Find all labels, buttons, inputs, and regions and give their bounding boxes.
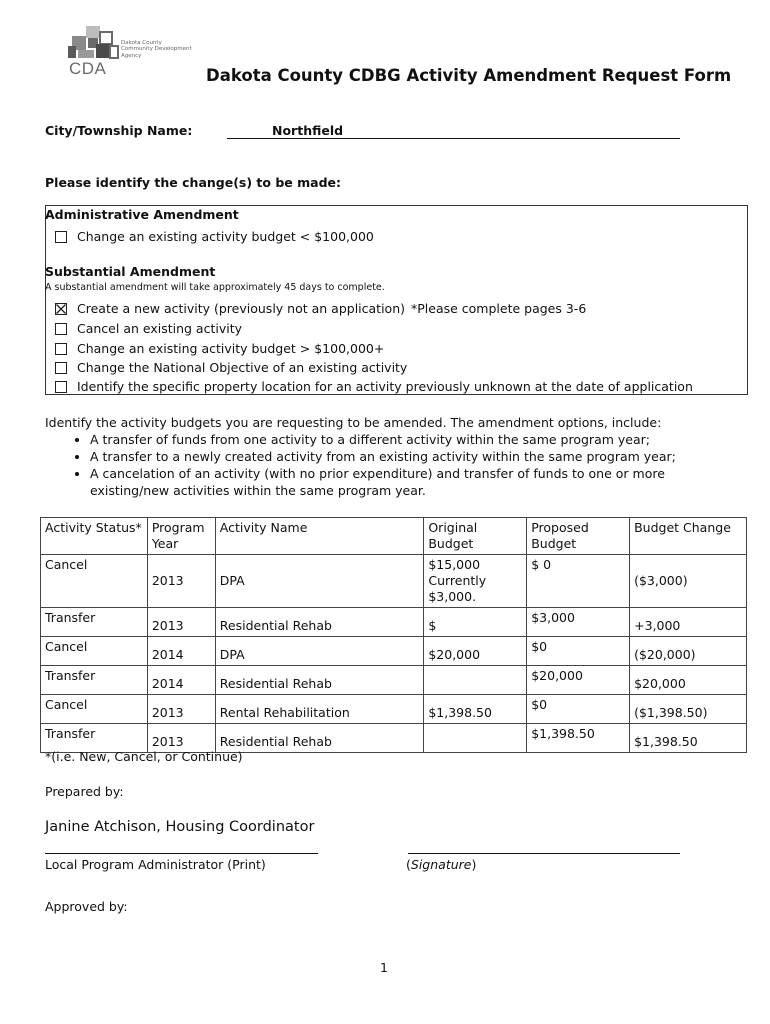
header-proposed-budget: Proposed Budget bbox=[527, 518, 630, 555]
budget-option-item: • A transfer to a newly created activity from an existing activity within the same program year; bbox=[90, 448, 745, 465]
header-budget-change: Budget Change bbox=[630, 518, 747, 555]
cell-proposed[interactable]: $0 bbox=[527, 695, 630, 724]
cell-original[interactable] bbox=[424, 724, 527, 753]
cell-status[interactable]: Transfer bbox=[41, 724, 148, 753]
header-program-year: Program Year bbox=[147, 518, 215, 555]
substantial-heading: Substantial Amendment bbox=[45, 264, 216, 279]
substantial-checkbox-objective[interactable] bbox=[55, 362, 67, 374]
budget-options-section bbox=[45, 414, 745, 499]
substantial-note: A substantial amendment will take approximately 45 days to complete. bbox=[45, 282, 385, 293]
budget-options-list bbox=[45, 431, 745, 499]
admin-checkbox-budget[interactable] bbox=[55, 231, 67, 243]
cell-change[interactable]: +3,000 bbox=[630, 608, 747, 637]
city-label: City/Township Name: bbox=[45, 123, 193, 138]
prepared-by-label: Prepared by: bbox=[45, 784, 124, 799]
print-label: Local Program Administrator (Print) bbox=[45, 857, 266, 872]
cell-proposed[interactable]: $ 0 bbox=[527, 555, 630, 608]
table-row bbox=[41, 555, 747, 608]
signature-paren-open: ( bbox=[406, 857, 411, 872]
table-row bbox=[41, 608, 747, 637]
cell-activity[interactable]: DPA bbox=[215, 637, 424, 666]
cell-year[interactable]: 2014 bbox=[147, 637, 215, 666]
table-row bbox=[41, 666, 747, 695]
administrative-heading: Administrative Amendment bbox=[45, 207, 239, 222]
signature-caption bbox=[406, 857, 476, 872]
cell-status[interactable]: Cancel bbox=[41, 637, 148, 666]
cell-change[interactable]: $20,000 bbox=[630, 666, 747, 695]
signature-line[interactable] bbox=[408, 852, 680, 854]
cell-activity[interactable]: Rental Rehabilitation bbox=[215, 695, 424, 724]
cell-original[interactable] bbox=[424, 666, 527, 695]
substantial-checkbox-cancel[interactable] bbox=[55, 323, 67, 335]
check-x-icon bbox=[55, 303, 67, 315]
cell-original[interactable]: $1,398.50 bbox=[424, 695, 527, 724]
header-activity-name: Activity Name bbox=[215, 518, 424, 555]
city-name-field[interactable] bbox=[227, 122, 680, 139]
print-name-line[interactable] bbox=[45, 852, 318, 854]
table-header-row bbox=[41, 518, 747, 555]
cell-original[interactable]: $20,000 bbox=[424, 637, 527, 666]
substantial-checkbox-create[interactable] bbox=[55, 303, 67, 315]
cell-activity[interactable]: Residential Rehab bbox=[215, 666, 424, 695]
budget-option-item: • A transfer of funds from one activity to a different activity within the same program year; bbox=[90, 431, 745, 448]
cell-proposed[interactable]: $1,398.50 bbox=[527, 724, 630, 753]
cell-change[interactable]: ($3,000) bbox=[630, 555, 747, 608]
table-row bbox=[41, 637, 747, 666]
substantial-checkbox-location[interactable] bbox=[55, 381, 67, 393]
logo-org-name bbox=[121, 40, 221, 59]
cell-year[interactable]: 2014 bbox=[147, 666, 215, 695]
logo-line-1: Dakota County bbox=[121, 40, 162, 46]
substantial-option-cancel: Cancel an existing activity bbox=[77, 321, 243, 336]
cell-original[interactable]: $15,000 Currently $3,000. bbox=[424, 555, 527, 608]
header-activity-status: Activity Status* bbox=[41, 518, 148, 555]
cell-year[interactable]: 2013 bbox=[147, 555, 215, 608]
table-footnote: *(i.e. New, Cancel, or Continue) bbox=[45, 749, 243, 764]
cell-proposed[interactable]: $20,000 bbox=[527, 666, 630, 695]
city-name-value: Northfield bbox=[272, 123, 344, 138]
cell-activity[interactable]: Residential Rehab bbox=[215, 608, 424, 637]
header-original-budget: Original Budget bbox=[424, 518, 527, 555]
logo-line-2: Community Development bbox=[121, 46, 192, 53]
cell-year[interactable]: 2013 bbox=[147, 724, 215, 753]
approved-by-label: Approved by: bbox=[45, 899, 128, 914]
page-number: 1 bbox=[380, 960, 388, 975]
cell-status[interactable]: Transfer bbox=[41, 666, 148, 695]
form-title: Dakota County CDBG Activity Amendment Request Form bbox=[206, 66, 732, 85]
substantial-option-create-note: *Please complete pages 3-6 bbox=[411, 301, 587, 316]
budget-option-item: • A cancelation of an activity (with no prior expenditure) and transfer of funds to one or more existing/new activities within the same program year. bbox=[90, 465, 745, 499]
substantial-option-budget: Change an existing activity budget > $100,000+ bbox=[77, 341, 385, 356]
substantial-checkbox-budget[interactable] bbox=[55, 343, 67, 355]
cell-original[interactable]: $ bbox=[424, 608, 527, 637]
cell-status[interactable]: Transfer bbox=[41, 608, 148, 637]
signature-paren-close: ) bbox=[471, 857, 477, 872]
cell-change[interactable]: ($20,000) bbox=[630, 637, 747, 666]
logo-acronym: CDA bbox=[69, 59, 107, 78]
cell-activity[interactable]: DPA bbox=[215, 555, 424, 608]
cell-change[interactable]: $1,398.50 bbox=[630, 724, 747, 753]
substantial-option-location: Identify the specific property location for an activity previously unknown at the date of application bbox=[77, 379, 693, 394]
preparer-name: Janine Atchison, Housing Coordinator bbox=[45, 819, 315, 835]
cell-year[interactable]: 2013 bbox=[147, 695, 215, 724]
cell-proposed[interactable]: $3,000 bbox=[527, 608, 630, 637]
cell-proposed[interactable]: $0 bbox=[527, 637, 630, 666]
admin-option-label: Change an existing activity budget < $100,000 bbox=[77, 229, 374, 244]
cell-status[interactable]: Cancel bbox=[41, 555, 148, 608]
substantial-option-objective: Change the National Objective of an existing activity bbox=[77, 360, 408, 375]
substantial-option-create: Create a new activity (previously not an application) bbox=[77, 301, 405, 316]
logo-line-3: Agency bbox=[121, 52, 142, 59]
budgets-intro: Identify the activity budgets you are requesting to be amended. The amendment options, include: bbox=[45, 415, 662, 430]
cell-change[interactable]: ($1,398.50) bbox=[630, 695, 747, 724]
identify-heading: Please identify the change(s) to be made: bbox=[45, 175, 342, 190]
budget-table bbox=[40, 517, 747, 753]
cell-year[interactable]: 2013 bbox=[147, 608, 215, 637]
table-row bbox=[41, 695, 747, 724]
cell-status[interactable]: Cancel bbox=[41, 695, 148, 724]
signature-label: Signature bbox=[410, 857, 472, 872]
cell-activity[interactable]: Residential Rehab bbox=[215, 724, 424, 753]
